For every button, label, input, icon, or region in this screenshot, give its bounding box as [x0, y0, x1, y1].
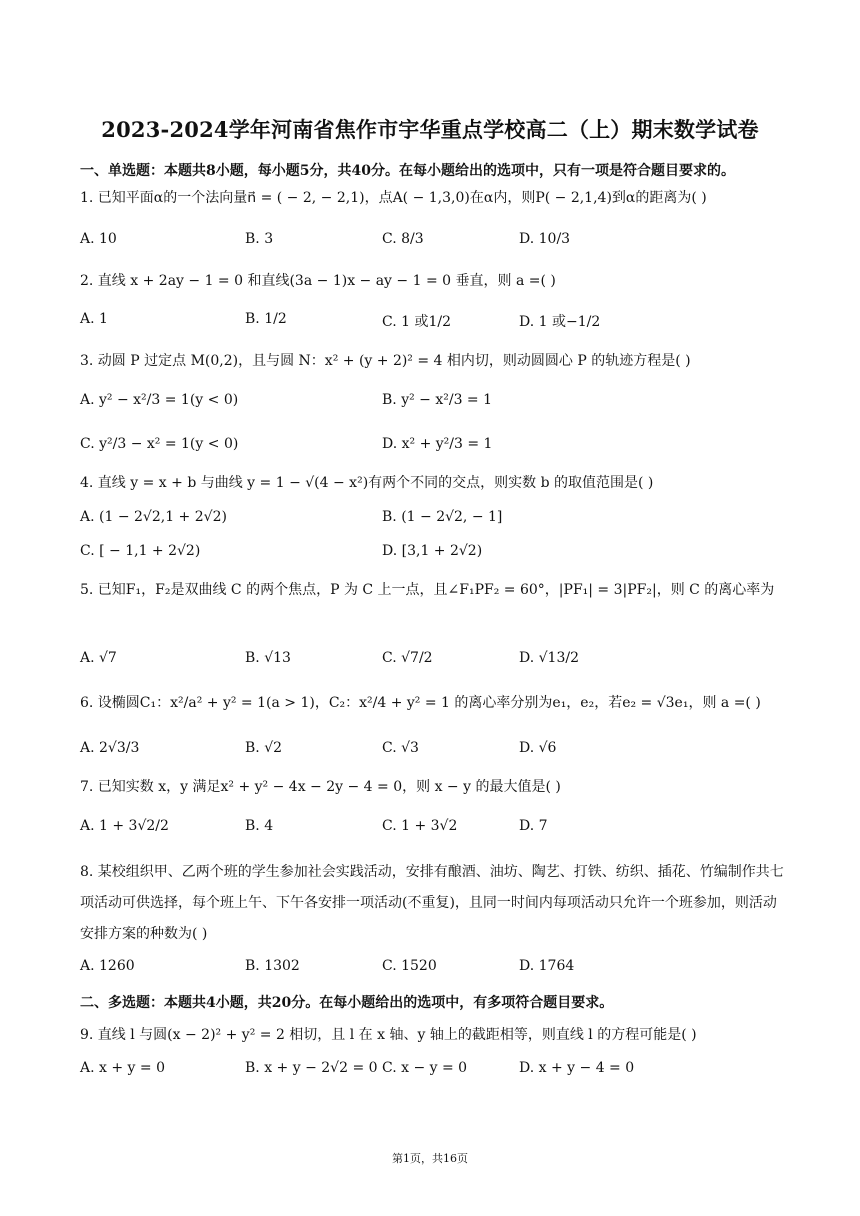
question-8-stem: 8. 某校组织甲、乙两个班的学生参加社会实践活动，安排有酿酒、油坊、陶艺、打铁、纺织、插花、竹编制作共七项活动可供选择，每个班上午、下午各安排一项活动(不重复)，且同一时间内每项活动只允许一个班参加，则活动安排方案的种数为( ) — [80, 864, 784, 942]
q6-option-c: C. √3 — [382, 740, 419, 756]
section-single-choice-header: 一、单选题：本题共8小题，每小题5分，共40分。在每小题给出的选项中，只有一项是符合题目要求的。 — [80, 163, 735, 179]
q5-option-b: B. √13 — [245, 650, 291, 666]
section-multi-choice-header: 二、多选题：本题共4小题，共20分。在每小题给出的选项中，有多项符合题目要求。 — [80, 995, 614, 1011]
q8-option-c: C. 1520 — [382, 958, 437, 974]
q3-option-b: B. y² − x²/3 = 1 — [382, 392, 493, 408]
q8-option-a: A. 1260 — [80, 958, 135, 974]
question-2-stem: 2. 直线 x + 2ay − 1 = 0 和直线(3a − 1)x − ay − 1 = 0 垂直，则 a =( ) — [80, 273, 556, 289]
page-title: 2023-2024学年河南省焦作市宇华重点学校高二（上）期末数学试卷 — [101, 117, 759, 142]
question-5-stem: 5. 已知F₁，F₂是双曲线 C 的两个焦点，P 为 C 上一点，且∠F₁PF₂ = 60°，|PF₁| = 3|PF₂|，则 C 的离心率为 — [80, 582, 775, 598]
q6-option-a: A. 2√3/3 — [80, 740, 140, 756]
q2-option-b: B. 1/2 — [245, 311, 287, 327]
question-6-stem: 6. 设椭圆C₁：x²/a² + y² = 1(a > 1)，C₂：x²/4 + y² = 1 的离心率分别为e₁，e₂，若e₂ = √3e₁，则 a =( ) — [80, 695, 761, 711]
q7-option-d: D. 7 — [519, 818, 548, 834]
question-7-stem: 7. 已知实数 x，y 满足x² + y² − 4x − 2y − 4 = 0，则 x − y 的最大值是( ) — [80, 779, 561, 795]
page-footer: 第1页，共16页 — [392, 1152, 468, 1165]
q8-option-b: B. 1302 — [245, 958, 300, 974]
q7-option-b: B. 4 — [245, 818, 274, 834]
q1-option-a: A. 10 — [80, 231, 117, 247]
q3-option-a: A. y² − x²/3 = 1(y < 0) — [80, 392, 239, 408]
q6-option-b: B. √2 — [245, 740, 283, 756]
q4-option-b: B. (1 − 2√2, − 1] — [382, 509, 503, 525]
q2-option-a: A. 1 — [80, 311, 108, 327]
q3-option-c: C. y²/3 − x² = 1(y < 0) — [80, 436, 239, 452]
q4-option-c: C. [ − 1,1 + 2√2) — [80, 543, 201, 559]
q7-option-a: A. 1 + 3√2/2 — [80, 818, 169, 834]
q9-option-c: C. x − y = 0 — [382, 1060, 468, 1076]
q1-option-d: D. 10/3 — [519, 231, 571, 247]
q5-option-a: A. √7 — [80, 650, 117, 666]
q5-option-c: C. √7/2 — [382, 650, 433, 666]
q4-option-d: D. [3,1 + 2√2) — [382, 543, 483, 559]
q5-option-d: D. √13/2 — [519, 650, 579, 666]
q9-option-b: B. x + y − 2√2 = 0 — [245, 1060, 378, 1076]
q7-option-c: C. 1 + 3√2 — [382, 818, 458, 834]
question-3-stem: 3. 动圆 P 过定点 M(0,2)，且与圆 N：x² + (y + 2)² = 4 相内切，则动圆圆心 P 的轨迹方程是( ) — [80, 353, 691, 369]
question-9-stem: 9. 直线 l 与圆(x − 2)² + y² = 2 相切，且 l 在 x 轴、y 轴上的截距相等，则直线 l 的方程可能是( ) — [80, 1027, 697, 1043]
q3-option-d: D. x² + y²/3 = 1 — [382, 436, 493, 452]
q9-option-d: D. x + y − 4 = 0 — [519, 1060, 635, 1076]
q1-option-b: B. 3 — [245, 231, 274, 247]
q9-option-a: A. x + y = 0 — [80, 1060, 165, 1076]
q1-option-c: C. 8/3 — [382, 231, 424, 247]
q2-option-c: C. 1 或1/2 — [382, 314, 452, 330]
question-1-stem: 1. 已知平面α的一个法向量n⃗ = ( − 2, − 2,1)，点A( − 1,3,0)在α内，则P( − 2,1,4)到α的距离为( ) — [80, 190, 707, 206]
question-4-stem: 4. 直线 y = x + b 与曲线 y = 1 − √(4 − x²)有两个不同的交点，则实数 b 的取值范围是( ) — [80, 475, 654, 491]
q2-option-d: D. 1 或−1/2 — [519, 314, 601, 330]
q6-option-d: D. √6 — [519, 740, 557, 756]
q8-option-d: D. 1764 — [519, 958, 575, 974]
q4-option-a: A. (1 − 2√2,1 + 2√2) — [80, 509, 227, 525]
